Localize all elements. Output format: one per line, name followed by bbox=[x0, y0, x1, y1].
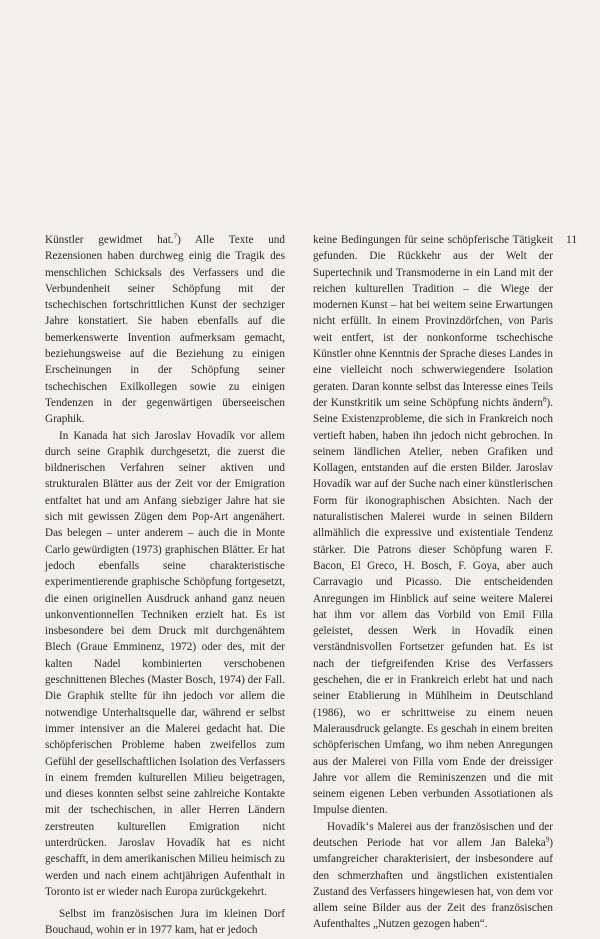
footnote-marker: 7 bbox=[173, 232, 178, 241]
footnote-marker: 8 bbox=[542, 395, 547, 404]
paragraph-text: In Kanada hat sich Jaroslav Hovadík vor allem durch seine Graphik durchgesetzt, die zuerst die bildnerischen Verfahren seiner aktiven und strukturalen Blätter aus der Zeit vor der Emigration entfaltet hat und am Anfang siebziger Jahre hat sie sich mit gewissen Zügen dem Pop-Art angenähert. Das belegen – unter anderem – auch die in Monte Carlo gewürdigten (1973) graphischen Blätter. Er hat jedoch ebenfalls seine charakteristische experimentierende graphische Schöpfung fortgesetzt, die einen originellen Ausdruck anhand ganz neuen unkonventionnellen Techniken erzielt hat. Es ist insbesondere bei dem Druck mit durchgenähtem Blech (Graue Emminenz, 1972) oder des, mit der kalten Nadel kombinierten verschobenen geschnittenen Bleches (Master Bosch, 1974) der Fall. Die Graphik stellte für ihn jedoch vor allem die notwendige Unterhaltsquelle dar, während er selbst immer intensiver an die Malerei gedacht hat. Die schöpferischen Probleme haben zweifellos zum Gefühl der gesellschaftlichen Isolation des Verfassers in einem fremden kulturellen Milieu beigetragen, und dieses konnten selbst seine zahlreiche Kontakte mit der tschechischen, in aller Herren Ländern zerstreuten kulturellen Emigration nicht unterdrücken. Jaroslav Hovadík hat es nicht geschafft, in dem amerikanischen Milieu heimisch zu werden und nach einem achtjährigen Aufenthalt in Toronto ist er wieder nach Europa zurückgekehrt. bbox=[45, 429, 285, 898]
paragraph-text: keine Bedingungen für seine schöpferische Tätigkeit gefunden. Die Rückkehr aus der Welt der Supertechnik und Transmoderne in ein Land mit der reichen kulturellen Tradition – die Wiege der modernen Kunst – hat bei weitem seine Erwartungen nicht erfüllt. In einem Provinzdörfchen, von Paris weit entfert, ist der nonkonforme tschechische Künstler ohne Kenntnis der Sprache dieses Landes in eine vielleicht noch schwerwiegendere Isolation geraten. Daran konnte selbst das Interesse eines Teils der Kunstkritik um seine Schöpfung nichts ändern bbox=[313, 234, 553, 409]
paragraph bbox=[45, 232, 285, 428]
paragraph-text: Selbst im französischen Jura im kleinen Dorf Bouchaud, wohin er in 1977 kam, hat er jedoch bbox=[45, 908, 285, 937]
paragraph-text: Hovadík‘s Malerei aus der französischen und der deutschen Periode hat vor allem Jan Baleka bbox=[313, 820, 553, 849]
left-text-column bbox=[45, 232, 285, 939]
paragraph bbox=[45, 428, 285, 901]
paragraph-text: ) umfangreicher charakterisiert, der insbesondere auf den schmerzhaften und ängstlichen existentialen Zustand des Verfassers hingewiesen hat, von dem vor allem seine Bilder aus der Zeit des französischen Aufenthaltes „Nutzen gezogen haben“. bbox=[313, 836, 553, 931]
footnote-marker: 9 bbox=[545, 835, 550, 844]
page-number: 11 bbox=[566, 234, 578, 246]
paragraph-text: ). Seine Existenzprobleme, die sich in Frankreich noch vertieft haben, haben ihn jedoch nicht gebrochen. In seinem ländlichen Atelier, neben Grafiken und Kollagen, entstanden auf die ersten Bilder. Jaroslav Hovadík war auf der Suche nach einer künstlerischen Form für ikonographischen Absichten. Nach der naturalistischen Malerei wurde in seinen Bildern allmählich die expressive und existentiale Tendenz stärker. Die Patrons dieser Schöpfung waren F. Bacon, El Greco, H. Bosch, F. Goya, aber auch Carravagio und Picasso. Die entscheidenden Anregungen im Hinblick auf seine weitere Malerei hat ihm vor allem das Vorbild von Emil Filla geleistet, dessen Werk in Hovadík einen verständnisvollen Fortsetzer gefunden hat. Es ist nach der tiefgreifenden Krise des Verfassers geschehen, die er in Frankreich erlebt hat und nach seiner Etablierung in Mühlheim in Deutschland (1986), wo er schrittweise zu einem neuen Malerausdruck gelangte. Es geschah in einem breiten schöpferischen Umfang, wo ihm neben Anregungen aus der Malerei von Filla vom Ende der dreissiger Jahre vor allem die Reminiszenzen und die mit seinem eigenen Leben verbunden Assotiationen als Impulse dienten. bbox=[313, 396, 553, 817]
paragraph bbox=[313, 819, 553, 933]
right-text-column bbox=[313, 232, 553, 933]
paragraph-text: Künstler gewidmet hat. bbox=[45, 234, 174, 246]
paragraph-text: ) Alle Texte und Rezensionen haben durchweg einig die Tragik des menschlichen Schicksals des Verfassers und die Verbundenheit seiner Schöpfung mit der tschechischen fortschrittlichen Kunst der sechziger Jahre konstatiert. Sie haben ebenfalls auf die bemerkenswerte Invention aufmerksam gemacht, beziehungsweise auf die Beziehung zu einigen Erscheinungen in der Schöpfung seiner tschechischen Exilkollegen sowie zu einigen Tendenzen in der gegenwärtigen überseeischen Graphik. bbox=[45, 234, 285, 426]
paragraph bbox=[45, 906, 285, 939]
paragraph bbox=[313, 232, 553, 819]
